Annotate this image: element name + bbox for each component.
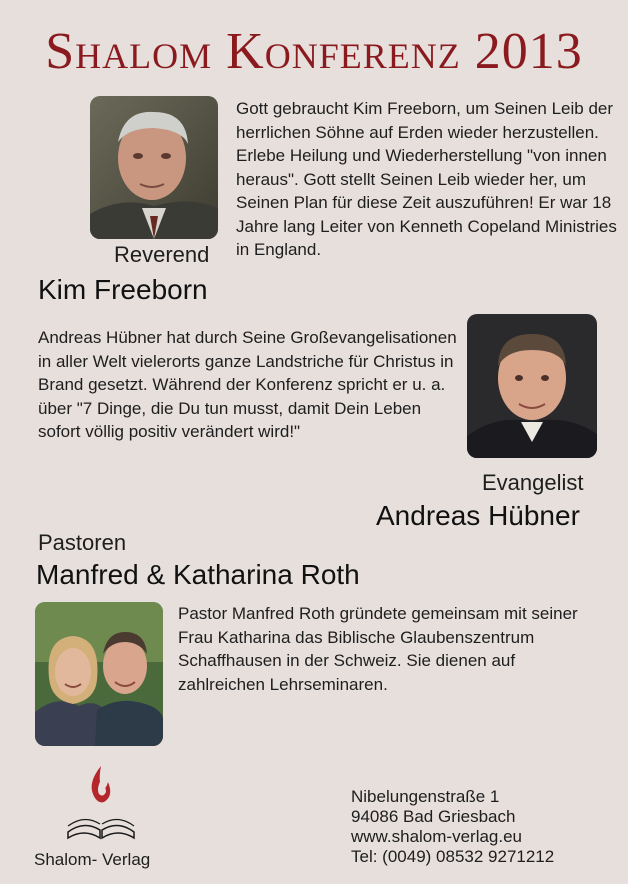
andreas-huebner-name: Andreas Hübner: [376, 500, 580, 531]
roth-role: Pastoren: [38, 530, 127, 555]
roth-couple-photo: [35, 602, 163, 746]
andreas-huebner-description: Andreas Hübner hat durch Seine Großevangelisationen in aller Welt vielerorts ganze Landstriche für Christus in Brand gesetzt. Während der Konferenz spricht er u. a. über "7 Dinge, die Du tun musst, damit Dein Leben sofort völlig positiv verändert wird!": [38, 328, 457, 441]
kim-freeborn-role: Reverend: [114, 242, 210, 267]
website-link[interactable]: www.shalom-verlag.eu: [351, 827, 523, 846]
address-city: 94086 Bad Griesbach: [351, 807, 516, 826]
kim-freeborn-photo: [90, 96, 218, 239]
page-title: Shalom Konferenz 2013: [45, 23, 583, 80]
address-street: Nibelungenstraße 1: [351, 787, 500, 806]
kim-freeborn-description: Gott gebraucht Kim Freeborn, um Seinen Leib der herrlichen Söhne auf Erden wieder herzustellen. Erlebe Heilung und Wiederherstellung "von innen heraus". Gott stellt Seinen Leib wieder her, um Seinen Plan für diese Zeit auszuführen! Er war 18 Jahre lang Leiter von Kenneth Copeland Ministries in England.: [236, 99, 617, 259]
publisher-address: [351, 787, 554, 867]
publisher-name: Shalom- Verlag: [34, 850, 151, 869]
kim-freeborn-name: Kim Freeborn: [38, 274, 208, 305]
flame-book-logo-icon: [62, 764, 140, 840]
roth-name: Manfred & Katharina Roth: [36, 559, 360, 590]
phone-number: Tel: (0049) 08532 9271212: [351, 847, 555, 866]
andreas-huebner-photo: [467, 314, 597, 458]
roth-description: Pastor Manfred Roth gründete gemeinsam mit seiner Frau Katharina das Biblische Glaubenszentrum Schaffhausen in der Schweiz. Sie dienen auf zahlreichen Lehrseminaren.: [178, 604, 578, 694]
andreas-huebner-role: Evangelist: [482, 470, 584, 495]
